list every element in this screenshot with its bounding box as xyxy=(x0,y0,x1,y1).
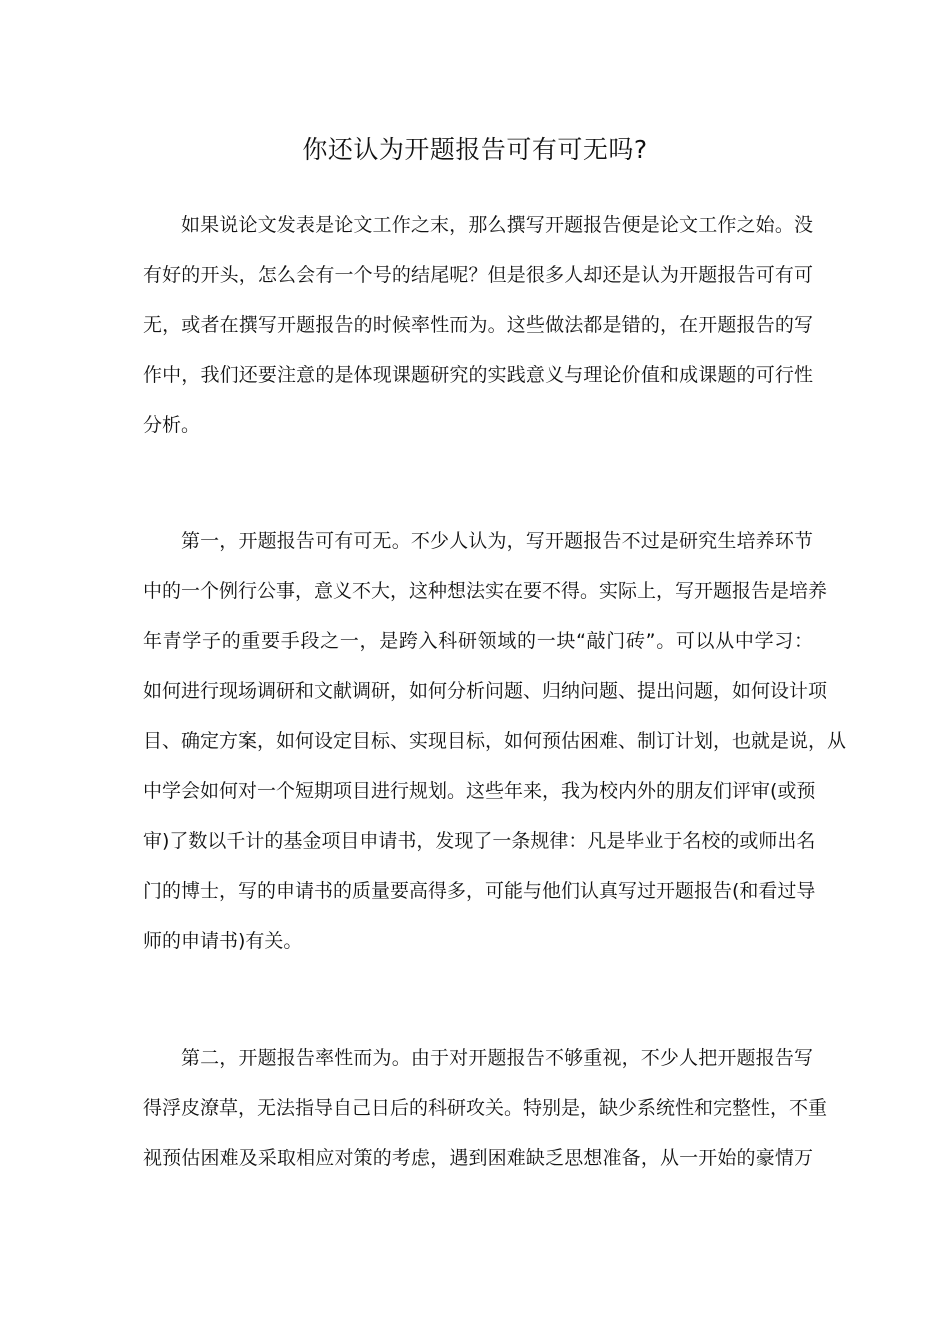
paragraph-line: 如果说论文发表是论文工作之末，那么撰写开题报告便是论文工作之始。没 xyxy=(181,214,813,236)
paragraph-line: 第二，开题报告率性而为。由于对开题报告不够重视，不少人把开题报告写 xyxy=(181,1047,813,1069)
document-title: 你还认为开题报告可有可无吗? xyxy=(302,135,648,164)
paragraph-line: 得浮皮潦草，无法指导自己日后的科研攻关。特别是，缺少系统性和完整性，不重 xyxy=(143,1097,828,1119)
paragraph-line: 师的申请书)有关。 xyxy=(143,930,303,952)
paragraph-line: 年青学子的重要手段之一，是跨入科研领域的一块“敲门砖”。可以从中学习： xyxy=(143,630,813,652)
paragraph-line: 门的博士，写的申请书的质量要高得多，可能与他们认真写过开题报告(和看过导 xyxy=(143,880,816,902)
paragraph-line: 中的一个例行公事，意义不大，这种想法实在要不得。实际上，写开题报告是培养 xyxy=(143,580,828,602)
paragraph-first-point xyxy=(143,516,847,966)
paragraph-intro xyxy=(143,200,813,450)
paragraph-line: 目、确定方案，如何设定目标、实现目标，如何预估困难、制订计划，也就是说，从 xyxy=(143,730,847,752)
paragraph-line: 审)了数以千计的基金项目申请书，发现了一条规律：凡是毕业于名校的或师出名 xyxy=(143,830,816,852)
paragraph-line: 无，或者在撰写开题报告的时候率性而为。这些做法都是错的，在开题报告的写 xyxy=(143,314,813,336)
paragraph-line: 有好的开头，怎么会有一个号的结尾呢？但是很多人却还是认为开题报告可有可 xyxy=(143,264,813,286)
paragraph-line: 分析。 xyxy=(143,414,201,436)
paragraph-second-point xyxy=(143,1033,828,1183)
paragraph-line: 中学会如何对一个短期项目进行规划。这些年来，我为校内外的朋友们评审(或预 xyxy=(143,780,816,802)
paragraph-line: 如何进行现场调研和文献调研，如何分析问题、归纳问题、提出问题，如何设计项 xyxy=(143,680,828,702)
paragraph-line: 作中，我们还要注意的是体现课题研究的实践意义与理论价值和成课题的可行性 xyxy=(143,364,813,386)
paragraph-line: 视预估困难及采取相应对策的考虑，遇到困难缺乏思想准备，从一开始的豪情万 xyxy=(143,1147,813,1169)
paragraph-line: 第一，开题报告可有可无。不少人认为，写开题报告不过是研究生培养环节 xyxy=(181,530,813,552)
